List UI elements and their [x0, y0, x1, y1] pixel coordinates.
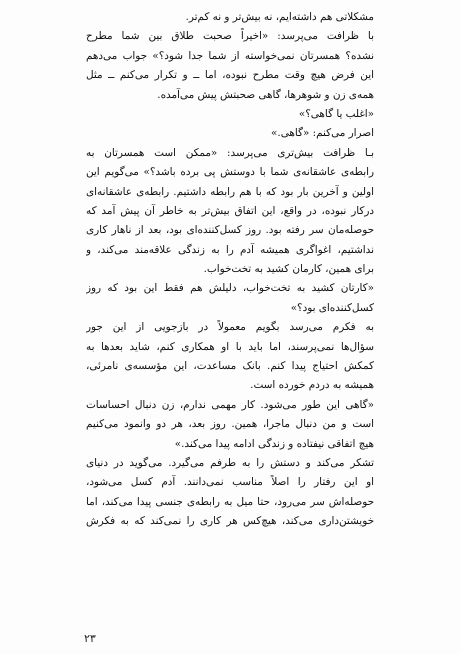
- text-line: خویشتن‌داری می‌کند، هیچ‌کس هر کاری را نمی‌کند که به فکرش: [86, 515, 374, 528]
- text-line: برای همین، کارمان کشید به تخت‌خواب.: [203, 263, 374, 276]
- text-line: تشکر می‌کند و دستش را به طرفم می‌گیرد. می‌گوید در دنیای: [86, 456, 374, 469]
- text-line: اصرار می‌کنم: «گاهی.»: [271, 127, 374, 140]
- text-line: هیچ اتفاقی نیفتاده و زندگی ادامه پیدا می‌کند.»: [174, 437, 374, 450]
- text-line: کمکش احتیاج پیدا کنم. بانک مساعدت، این مؤسسه‌ی نامرئی،: [86, 360, 374, 373]
- body-text: [86, 8, 374, 532]
- text-line: کسل‌کننده‌ای بود؟»: [290, 301, 374, 314]
- text-line: حوصله‌مان سر رفته بود. روز کسل‌کننده‌ای بود، بعد از ناهار کاری: [86, 224, 374, 237]
- text-line: اولین و آخرین بار بود که با هم رابطه داشتیم. رابطه‌ی عاشقانه‌ای: [86, 185, 374, 198]
- text-line: بـا ظرافت بیش‌تری می‌پرسد: «ممکن است همسرتان به: [86, 146, 374, 159]
- text-line: همه‌ی زن و شوهرها، گاهی صحبتش پیش می‌آمده.: [157, 88, 374, 101]
- text-line: او این رفتار را اصلاً مناسب نمی‌دانند. آدم کسل می‌شود،: [86, 476, 374, 489]
- text-line: «کارتان کشید به تخت‌خواب، دلیلش هم فقط این بود که روز: [86, 282, 374, 295]
- text-line: همیشه به دردم خورده است.: [250, 379, 374, 392]
- text-line: است و من دنبال ماجرا، همین. روز بعد، هر دو وانمود می‌کنیم: [86, 418, 374, 431]
- text-line: با ظرافت می‌پرسد: «اخیراً صحبت طلاق بین شما مطرح: [86, 30, 374, 43]
- text-line: حوصله‌اش سر می‌رود، حتا میل به رابطه‌ی جنسی پیدا می‌کند، اما: [86, 495, 374, 508]
- text-line: سؤال‌ها نمی‌پرسند، اما باید با او همکاری کنم، شاید بعدها به: [86, 340, 374, 353]
- text-line: نداشتیم، اغواگری همیشه آدم را به زندگی علاقه‌مند می‌کند، و: [86, 243, 374, 256]
- page-number: ۲۳: [84, 632, 96, 645]
- text-line: به فکرم می‌رسد بگویم معمولاً در بازجویی از این جور: [86, 321, 374, 334]
- text-line: رابطه‌ی عاشقانه‌ی شما با دوستش پی برده باشد؟» می‌گویم این: [86, 166, 374, 179]
- text-line: «اغلب یا گاهی؟»: [298, 107, 374, 120]
- text-line: «گاهی این طور می‌شود. کار مهمی ندارم، زن دنبال احساسات: [86, 398, 374, 411]
- text-line: نشده؟ همسرتان نمی‌خواسته از شما جدا شود؟» جواب می‌دهم: [86, 49, 374, 62]
- text-line: این فرض هیچ وقت مطرح نبوده، اما ــ و تکرار می‌کنم ــ مثل: [86, 69, 374, 82]
- text-line: درکار نبوده، در واقع، این اتفاق بیش‌تر به خاطر آن پیش آمد که: [86, 204, 374, 217]
- text-line: مشکلاتی هم داشته‌ایم، نه بیش‌تر و نه کم‌تر.: [185, 11, 374, 23]
